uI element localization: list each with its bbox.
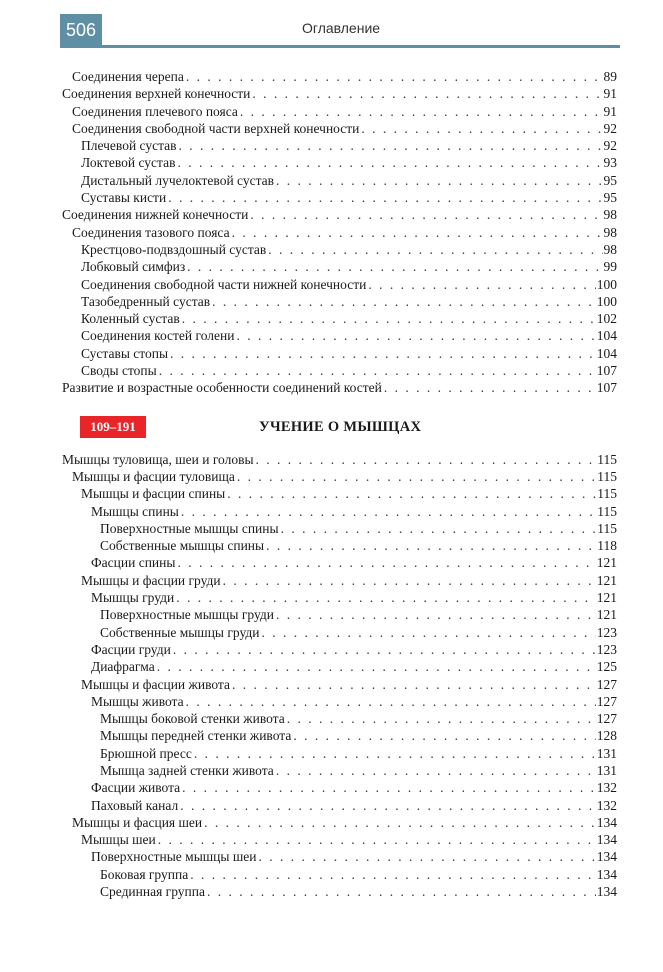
toc-entry-title: Соединения костей голени (81, 328, 235, 344)
dot-leader (240, 104, 603, 120)
toc-entry-title: Мышцы спины (91, 503, 179, 519)
section-title: УЧЕНИЕ О МЫШЦАХ (259, 418, 422, 435)
toc-entry-page: 131 (596, 745, 617, 761)
dot-leader (194, 746, 596, 762)
toc-entry[interactable] (62, 780, 617, 797)
dot-leader (186, 694, 596, 710)
toc-entry-page: 121 (596, 607, 617, 623)
toc-entry[interactable] (62, 555, 617, 572)
toc-entry[interactable] (62, 486, 617, 503)
dot-leader (261, 625, 595, 641)
toc-entry-title: Собственные мышцы груди (100, 624, 260, 640)
toc-entry-page: 127 (596, 711, 617, 727)
toc-entry-page: 132 (596, 797, 617, 813)
toc-entry-title: Мышцы боковой стенки живота (100, 711, 285, 727)
toc-entry-title: Суставы кисти (81, 190, 167, 206)
toc-entry[interactable] (62, 380, 617, 397)
dot-leader (173, 642, 596, 658)
dot-leader (207, 884, 596, 900)
toc-entry-title: Фасции спины (91, 555, 176, 571)
toc-entry-page: 98 (603, 224, 617, 240)
toc-entry-title: Локтевой сустав (81, 155, 176, 171)
dot-leader (287, 711, 596, 727)
toc-entry[interactable] (62, 573, 617, 590)
dot-leader (170, 346, 596, 362)
toc-entry-page: 134 (596, 849, 617, 865)
toc-entry-page: 89 (603, 69, 617, 84)
dot-leader (177, 555, 595, 571)
toc-entry-page: 115 (597, 520, 617, 536)
toc-entry-page: 134 (596, 884, 617, 900)
toc-entry[interactable] (62, 121, 617, 138)
toc-entry-title: Боковая группа (100, 866, 189, 882)
dot-leader (227, 486, 596, 502)
toc-entry[interactable] (62, 242, 617, 259)
dot-leader (168, 190, 602, 206)
dot-leader (276, 173, 602, 189)
toc-entry-title: Фасции живота (91, 780, 181, 796)
dot-leader (236, 328, 595, 344)
dot-leader (176, 590, 596, 606)
toc-entry-page: 127 (596, 693, 617, 709)
toc-entry-page: 95 (603, 190, 617, 206)
dot-leader (293, 728, 595, 744)
toc-entry-title: Поверхностные мышцы шеи (91, 849, 257, 865)
toc-list-top (62, 69, 617, 398)
toc-entry-page: 98 (603, 241, 617, 257)
toc-entry[interactable] (62, 538, 617, 555)
toc-entry-title: Мышцы живота (91, 693, 184, 709)
dot-leader (232, 225, 603, 241)
toc-entry-page: 115 (597, 468, 617, 484)
toc-entry-page: 92 (603, 138, 617, 154)
toc-entry[interactable] (62, 625, 617, 642)
toc-entry[interactable] (62, 225, 617, 242)
dot-leader (281, 521, 597, 537)
toc-entry-page: 134 (596, 832, 617, 848)
toc-entry-page: 131 (596, 762, 617, 778)
toc-entry-title: Соединения черепа (72, 69, 184, 84)
dot-leader (182, 311, 596, 327)
toc-entry-page: 128 (596, 728, 617, 744)
toc-entry-title: Своды стопы (81, 363, 157, 379)
toc-entry-title: Мышцы передней стенки живота (100, 728, 292, 744)
toc-list-bottom (62, 452, 617, 902)
toc-entry-title: Мышцы и фасции груди (81, 572, 221, 588)
toc-entry[interactable] (62, 521, 617, 538)
toc-entry-title: Коленный сустав (81, 311, 180, 327)
toc-entry[interactable] (62, 86, 617, 103)
toc-entry-page: 107 (596, 363, 617, 379)
toc-entry[interactable] (62, 277, 617, 294)
toc-entry[interactable] (62, 504, 617, 521)
toc-entry[interactable] (62, 607, 617, 624)
dot-leader (237, 469, 596, 485)
toc-entry-page: 104 (596, 345, 617, 361)
toc-entry[interactable] (62, 207, 617, 224)
toc-entry-page: 91 (603, 103, 617, 119)
dot-leader (181, 504, 596, 520)
toc-entry[interactable] (62, 328, 617, 345)
toc-entry-page: 121 (596, 555, 617, 571)
toc-entry[interactable] (62, 677, 617, 694)
toc-entry-page: 115 (597, 486, 617, 502)
toc-entry-title: Развитие и возрастные особенности соединений костей (62, 380, 382, 396)
toc-entry-page: 107 (596, 380, 617, 396)
toc-entry-page: 98 (603, 207, 617, 223)
toc-entry-title: Плечевой сустав (81, 138, 177, 154)
dot-leader (182, 780, 596, 796)
toc-entry-title: Собственные мышцы спины (100, 538, 265, 554)
toc-entry-title: Фасции груди (91, 641, 171, 657)
toc-entry-page: 121 (596, 590, 617, 606)
toc-entry[interactable] (62, 798, 617, 815)
toc-entry-page: 95 (603, 172, 617, 188)
toc-entry-title: Мышцы и фасции спины (81, 486, 226, 502)
dot-leader (361, 121, 602, 137)
toc-entry[interactable] (62, 346, 617, 363)
toc-entry-page: 92 (603, 120, 617, 136)
toc-entry[interactable] (62, 746, 617, 763)
dot-leader (232, 677, 596, 693)
toc-entry[interactable] (62, 311, 617, 328)
toc-entry-title: Мышцы и фасция шеи (72, 814, 203, 830)
dot-leader (158, 832, 596, 848)
toc-entry-title: Поверхностные мышцы груди (100, 607, 274, 623)
toc-entry-title: Мышцы и фасции живота (81, 676, 230, 692)
toc-entry-page: 134 (596, 814, 617, 830)
toc-entry[interactable] (62, 190, 617, 207)
dot-leader (223, 573, 596, 589)
section-range-badge: 109–191 (80, 416, 146, 438)
toc-entry[interactable] (62, 138, 617, 155)
dot-leader (186, 69, 603, 85)
toc-entry[interactable] (62, 867, 617, 884)
toc-entry-page: 132 (596, 780, 617, 796)
toc-entry-title: Мышцы туловища, шеи и головы (62, 451, 254, 467)
dot-leader (276, 763, 596, 779)
toc-entry-title: Суставы стопы (81, 345, 169, 361)
toc-entry-title: Мышцы и фасции туловища (72, 468, 235, 484)
dot-leader (384, 380, 596, 396)
toc-entry-title: Мышцы груди (91, 590, 175, 606)
table-of-contents (62, 69, 617, 901)
toc-entry[interactable] (62, 469, 617, 486)
toc-entry-title: Соединения тазового пояса (72, 224, 230, 240)
toc-entry-page: 115 (597, 503, 617, 519)
toc-entry[interactable] (62, 363, 617, 380)
dot-leader (157, 659, 596, 675)
toc-entry-page: 100 (596, 293, 617, 309)
toc-entry-page: 100 (596, 276, 617, 292)
section-heading (62, 409, 617, 449)
toc-entry-title: Соединения свободной части нижней конечности (81, 276, 367, 292)
toc-entry-page: 104 (596, 328, 617, 344)
dot-leader (276, 607, 596, 623)
dot-leader (179, 138, 603, 154)
dot-leader (204, 815, 596, 831)
toc-entry-page: 118 (597, 538, 617, 554)
toc-entry-title: Диафрагма (91, 659, 155, 675)
dot-leader (268, 242, 602, 258)
toc-entry-title: Соединения верхней конечности (62, 86, 251, 102)
dot-leader (250, 207, 602, 223)
toc-entry-title: Соединения свободной части верхней конечности (72, 120, 360, 136)
toc-entry[interactable] (62, 728, 617, 745)
toc-entry[interactable] (62, 849, 617, 866)
dot-leader (177, 155, 602, 171)
toc-entry[interactable] (62, 694, 617, 711)
toc-entry-title: Соединения плечевого пояса (72, 103, 238, 119)
toc-entry-title: Поверхностные мышцы спины (100, 520, 279, 536)
toc-entry[interactable] (62, 642, 617, 659)
dot-leader (190, 867, 596, 883)
toc-entry-title: Паховый канал (91, 797, 179, 813)
toc-entry[interactable] (62, 173, 617, 190)
dot-leader (256, 452, 597, 468)
toc-entry[interactable] (62, 711, 617, 728)
page-number: 506 (60, 14, 102, 46)
toc-entry-title: Брюшной пресс (100, 745, 192, 761)
toc-entry[interactable] (62, 259, 617, 276)
toc-entry[interactable] (62, 659, 617, 676)
dot-leader (252, 86, 602, 102)
toc-entry[interactable] (62, 763, 617, 780)
dot-leader (180, 798, 596, 814)
toc-entry-page: 123 (596, 641, 617, 657)
toc-entry[interactable] (62, 155, 617, 172)
toc-entry-page: 121 (596, 572, 617, 588)
dot-leader (258, 849, 595, 865)
toc-entry[interactable] (62, 69, 617, 86)
toc-entry-title: Мышца задней стенки живота (100, 762, 274, 778)
page-header (0, 0, 663, 48)
toc-entry-page: 102 (596, 311, 617, 327)
toc-entry-title: Тазобедренный сустав (81, 293, 211, 309)
toc-entry-page: 115 (597, 451, 617, 467)
toc-entry-page: 93 (603, 155, 617, 171)
toc-entry[interactable] (62, 590, 617, 607)
dot-leader (187, 259, 602, 275)
toc-entry-page: 123 (596, 624, 617, 640)
toc-entry[interactable] (62, 452, 617, 469)
toc-entry-title: Мышцы шеи (81, 832, 156, 848)
toc-entry-page: 91 (603, 86, 617, 102)
toc-entry-title: Соединения нижней конечности (62, 207, 249, 223)
toc-entry-page: 99 (603, 259, 617, 275)
toc-entry-title: Дистальный лучелоктевой сустав (81, 172, 275, 188)
dot-leader (212, 294, 596, 310)
toc-entry[interactable] (62, 104, 617, 121)
toc-entry[interactable] (62, 884, 617, 901)
toc-entry-title: Срединная группа (100, 884, 205, 900)
toc-entry-title: Лобковый симфиз (81, 259, 186, 275)
header-rule (60, 45, 620, 48)
toc-entry-page: 125 (596, 659, 617, 675)
toc-entry-page: 127 (596, 676, 617, 692)
toc-entry-title: Крестцово-подвздошный сустав (81, 241, 267, 257)
toc-entry[interactable] (62, 294, 617, 311)
header-title: Оглавление (302, 20, 381, 36)
toc-entry[interactable] (62, 832, 617, 849)
toc-entry-page: 134 (596, 866, 617, 882)
dot-leader (368, 277, 595, 293)
dot-leader (266, 538, 596, 554)
toc-entry[interactable] (62, 815, 617, 832)
dot-leader (159, 363, 596, 379)
